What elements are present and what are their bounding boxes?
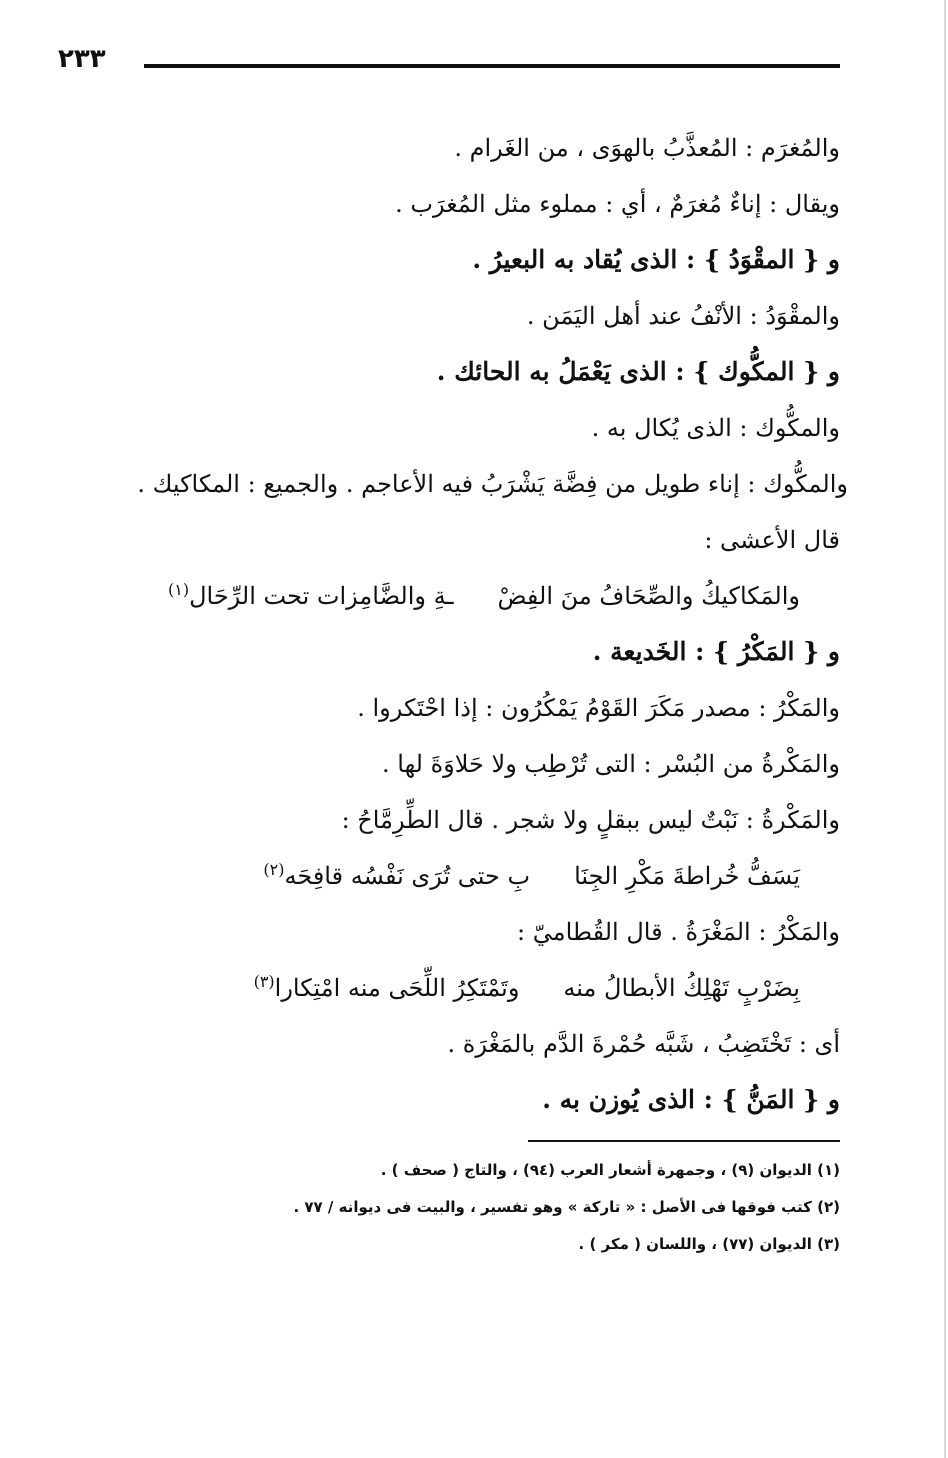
verse-line xyxy=(54,960,840,1016)
text-line: والمَكْرةُ من البُسْر : التى تُرْطِب ولا حَلاوَةَ لها . xyxy=(382,750,840,778)
text-line: والمَكْرةُ : نَبْتٌ ليس ببقلٍ ولا شجر . قال الطِّرِمَّاحُ : xyxy=(341,806,840,834)
entry-line: و { المَكْرُ } : الخَديعة . xyxy=(592,637,840,666)
footnote-rule xyxy=(528,1140,840,1142)
verse-first-hemistich: والمَكاكيكُ والصِّحَافُ منَ الفِضْ xyxy=(497,582,800,610)
header-rule xyxy=(144,64,840,68)
footnote-ref: (١) xyxy=(168,580,190,599)
verse-second-text: بِ حتى تُرَى نَفْسُه قافِحَه xyxy=(284,862,531,890)
footnote: (٣) الديوان (٧٧) ، واللسان ( مكر ) . xyxy=(578,1235,840,1253)
text-line: والمقْوَدُ : الأنْفُ عند أهل اليَمَن . xyxy=(526,302,840,330)
footnote: (٢) كتب فوقها فى الأصل : « تاركة » وهو تفسير ، والبيت فى ديوانه / ٧٧ . xyxy=(293,1198,840,1216)
page-header xyxy=(58,44,840,84)
scan-edge xyxy=(944,0,946,1458)
verse-line xyxy=(54,568,840,624)
entry-line: و { المقْوَدُ } : الذى يُقاد به البعيرُ . xyxy=(472,245,840,274)
page-number: ٢٣٣ xyxy=(58,44,106,74)
verse-second-text: وتَمْتَكِرُ اللِّحَى منه امْتِكارا xyxy=(274,974,520,1002)
verse-first-hemistich: بِضَرْبٍ تَهْلِكُ الأبطالُ منه xyxy=(563,974,800,1002)
text-line: والمكُّوك : الذى يُكال به . xyxy=(591,414,840,442)
text-line: والمكُّوك : إناء طويل من فِضَّة يَشْرَبُ فيه الأعاجم . والجميع : المكاكيك . xyxy=(137,470,848,498)
text-line: والمَكْرُ : المَغْرَةُ . قال القُطاميّ : xyxy=(517,918,840,946)
entry-line: و { المكُّوك } : الذى يَعْمَلُ به الحائك . xyxy=(436,357,840,386)
verse-second-hemistich xyxy=(168,568,453,624)
text-line: ويقال : إناءٌ مُغرَمٌ ، أي : مملوء مثل المُغرَب . xyxy=(395,190,840,218)
footnotes xyxy=(120,1152,840,1263)
footnote-ref: (٢) xyxy=(263,860,285,879)
verse-line xyxy=(54,848,840,904)
text-line: قال الأعشى : xyxy=(704,526,840,554)
verse-second-text: ـةِ والضَّامِزات تحت الرِّحَال xyxy=(189,582,454,610)
footnote-ref: (٣) xyxy=(253,972,275,991)
page-body xyxy=(54,120,848,1128)
footnote: (١) الديوان (٩) ، وجمهرة أشعار العرب (٩٤) ، والتاج ( صحف ) . xyxy=(380,1161,840,1179)
entry-line: و { المَنُّ } : الذى يُوزن به . xyxy=(542,1085,840,1114)
text-line: والمَكْرُ : مصدر مَكَرَ القَوْمُ يَمْكُرُون : إذا احْتَكروا . xyxy=(357,694,840,722)
text-line: أى : تَخْتَضِبُ ، شَبَّه حُمْرةَ الدَّم بالمَغْرَة . xyxy=(447,1030,840,1058)
text-line: والمُغرَم : المُعذَّبُ بالهوَى ، من الغَرام . xyxy=(454,134,840,162)
verse-second-hemistich xyxy=(263,848,530,904)
verse-first-hemistich: يَسَفُّ خُراطةَ مَكْرِ الجِنَا xyxy=(574,862,800,890)
verse-second-hemistich xyxy=(254,960,520,1016)
